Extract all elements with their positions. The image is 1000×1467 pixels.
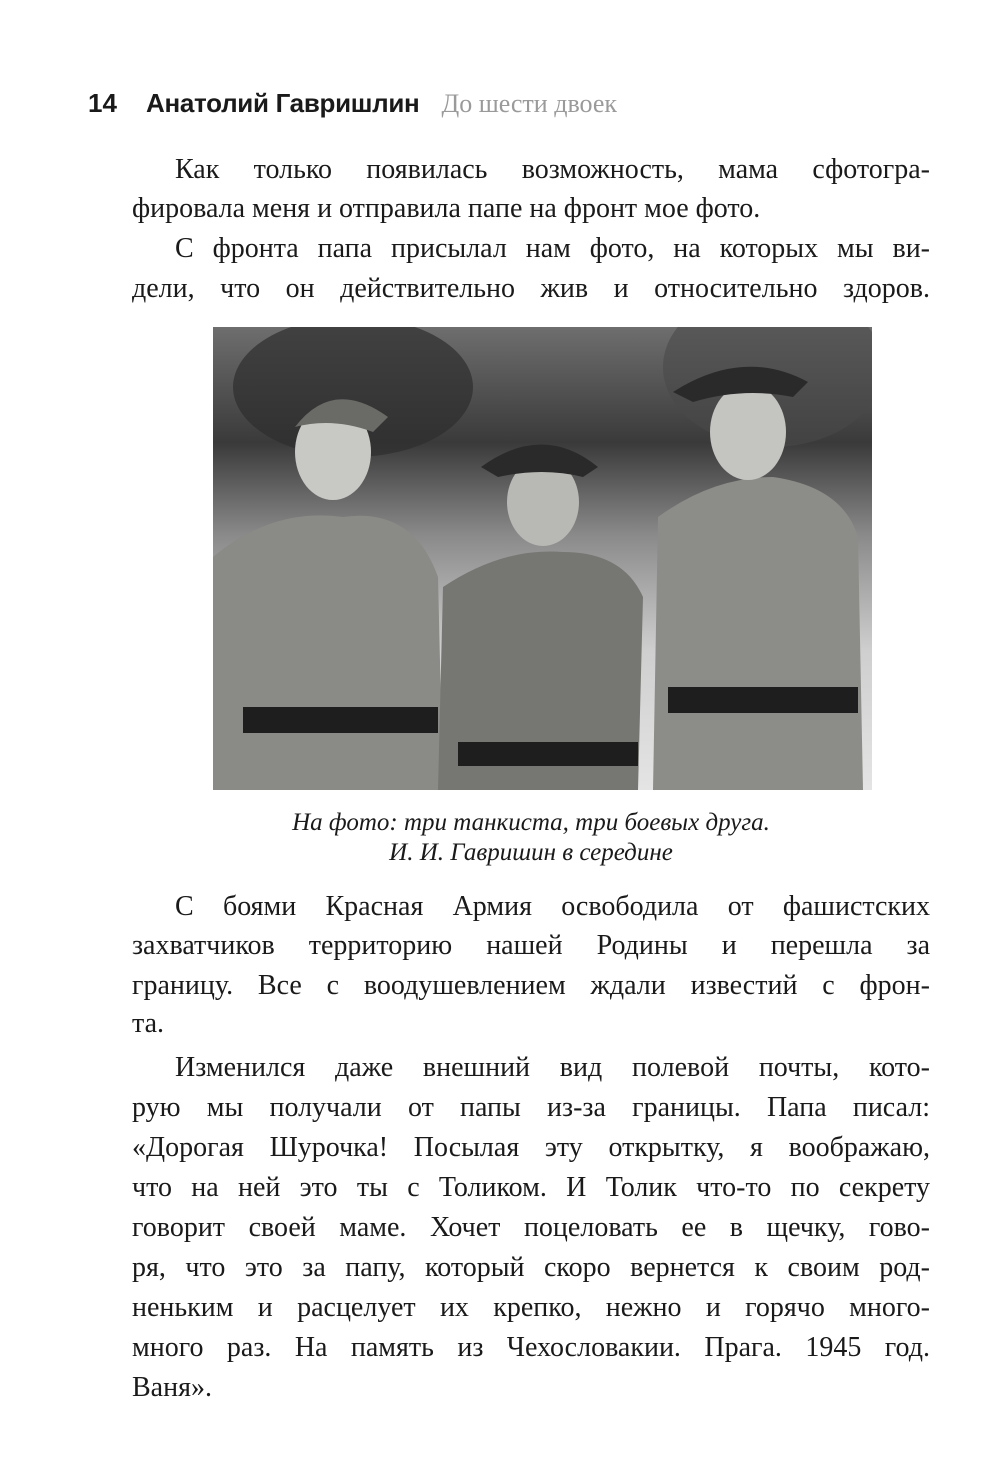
text-line: говорит своей маме. Хочет поцеловать ее в щечку, гово- <box>132 1212 930 1243</box>
text-line: Как только появилась возможность, мама сфотогра- <box>175 154 930 185</box>
text-line: Ваня». <box>132 1372 212 1403</box>
text-line: дели, что он действительно жив и относительно здоров. <box>132 273 930 304</box>
text-line: ря, что это за папу, который скоро вернется к своим род- <box>132 1252 930 1283</box>
text-line: захватчиков территорию нашей Родины и перешла за <box>132 930 930 961</box>
text-line: Изменился даже внешний вид полевой почты, кото- <box>175 1052 930 1083</box>
text-line: границу. Все с воодушевлением ждали известий с фрон- <box>132 970 930 1001</box>
book-title: До шести двоек <box>441 89 618 118</box>
page-number: 14 <box>88 88 117 118</box>
text-line: много раз. На память из Чехословакии. Прага. 1945 год. <box>132 1332 930 1363</box>
text-line: что на ней это ты с Толиком. И Толик что-то по секрету <box>132 1172 930 1203</box>
text-line: неньким и расцелует их крепко, нежно и горячо много- <box>132 1292 930 1323</box>
text-line: С боями Красная Армия освободила от фашистских <box>175 891 930 922</box>
author-name: Анатолий Гавришлин <box>146 88 420 118</box>
running-header <box>88 88 617 119</box>
text-line: «Дорогая Шурочка! Посылая эту открытку, я воображаю, <box>132 1132 930 1163</box>
text-line: С фронта папа присылал нам фото, на которых мы ви- <box>175 233 930 264</box>
photo-caption-line: И. И. Гавришин в середине <box>389 839 673 866</box>
photo-three-soldiers <box>213 327 872 790</box>
text-line: рую мы получали от папы из-за границы. Папа писал: <box>132 1092 930 1123</box>
photo-caption-line: На фото: три танкиста, три боевых друга. <box>292 809 770 836</box>
text-line: та. <box>132 1008 165 1039</box>
text-line: фировала меня и отправила папе на фронт мое фото. <box>132 193 761 224</box>
